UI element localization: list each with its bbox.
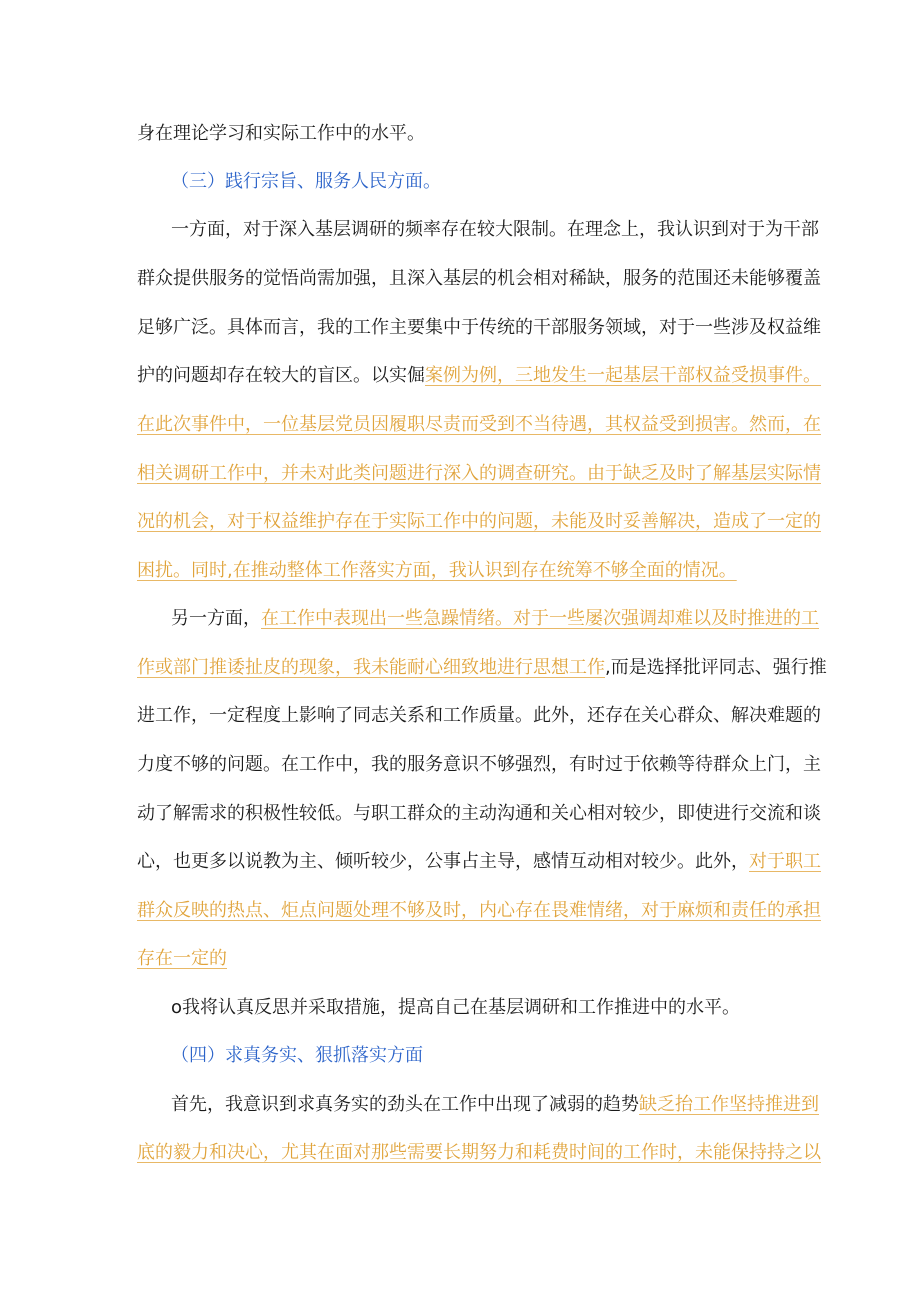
heading-text: （三）践行宗旨、服务人民方面。 xyxy=(171,171,441,192)
paragraph-line xyxy=(137,408,821,442)
highlighted-text: 案例为例，三地发生一起基层干部权益受损事件。 xyxy=(425,365,821,386)
paragraph-line xyxy=(137,262,821,296)
body-text: 另一方面， xyxy=(171,608,261,629)
highlighted-text: 况的机会，对于权益维护存在于实际工作中的问题，未能及时妥善解决，造成了一定的 xyxy=(137,511,821,532)
body-text: 首先，我意识到求真务实的劲头在工作中出现了减弱的趋势 xyxy=(171,1094,639,1115)
paragraph-line xyxy=(137,1136,821,1170)
body-text: 进工作，一定程度上影响了同志关系和工作质量。此外，还存在关心群众、解决难题的 xyxy=(137,705,821,726)
section-heading-3 xyxy=(171,165,787,199)
highlighted-text: 存在一定的 xyxy=(137,948,227,969)
highlighted-text: 对于职工 xyxy=(749,851,821,872)
body-text: 群众提供服务的觉悟尚需加强，且深入基层的机会相对稀缺，服务的范围还未能够覆盖 xyxy=(137,268,821,289)
section-heading-4 xyxy=(171,1039,787,1073)
paragraph-line xyxy=(171,1088,819,1122)
body-text: 力度不够的问题。在工作中，我的服务意识不够强烈，有时过于依赖等待群众上门，主 xyxy=(137,754,821,775)
body-text: 身在理论学习和实际工作中的水平。 xyxy=(137,123,425,144)
paragraph-line xyxy=(137,359,821,393)
body-text: o我将认真反思并采取措施，提高自己在基层调研和工作推进中的水平。 xyxy=(171,997,741,1018)
body-text: 足够广泛。具体而言，我的工作主要集中于传统的干部服务领域，对于一些涉及权益维 xyxy=(137,317,821,338)
paragraph-line xyxy=(137,117,787,151)
paragraph-line xyxy=(171,991,787,1025)
highlighted-text: 底的毅力和决心，尤其在面对那些需要长期努力和耗费时间的工作时，未能保持持之以 xyxy=(137,1142,821,1163)
highlighted-text: 相关调研工作中，并未对此类问题进行深入的调查研究。由于缺乏及时了解基层实际情 xyxy=(137,463,821,484)
paragraph-line xyxy=(137,797,821,831)
paragraph-line xyxy=(137,845,821,879)
paragraph-line xyxy=(137,748,821,782)
body-text: 心，也更多以说教为主、倾听较少，公事占主导，感情互动相对较少。此外， xyxy=(137,851,749,872)
highlighted-text: 在工作中表现出一些急躁情绪。对于一些屡次强调却难以及时推进的工 xyxy=(261,608,819,629)
heading-text: （四）求真务实、狠抓落实方面 xyxy=(171,1045,423,1066)
paragraph-line xyxy=(171,602,819,636)
paragraph-line xyxy=(137,894,821,928)
highlighted-text: 困扰。同时,在推动整体工作落实方面，我认识到存在统筹不够全面的情况。 xyxy=(137,560,737,581)
paragraph-line xyxy=(137,505,821,539)
highlighted-text: 作或部门推诿扯皮的现象，我未能耐心细致地进行思想工作 xyxy=(137,657,605,678)
paragraph-line xyxy=(137,699,821,733)
paragraph-line xyxy=(137,942,787,976)
paragraph-line xyxy=(171,213,819,247)
body-text: 动了解需求的积极性较低。与职工群众的主动沟通和关心相对较少，即使进行交流和谈 xyxy=(137,803,821,824)
paragraph-line xyxy=(137,554,787,588)
paragraph-line xyxy=(137,651,827,685)
highlighted-text: 缺乏抬工作坚持推进到 xyxy=(639,1094,819,1115)
body-text: ,而是选择批评同志、强行推 xyxy=(605,657,827,678)
highlighted-text: 在此次事件中，一位基层党员因履职尽责而受到不当待遇，其权益受到损害。然而，在 xyxy=(137,414,821,435)
paragraph-line xyxy=(137,311,821,345)
highlighted-text: 群众反映的热点、炬点问题处理不够及时，内心存在畏难情绪，对于麻烦和责任的承担 xyxy=(137,900,821,921)
body-text: 一方面，对于深入基层调研的频率存在较大限制。在理念上，我认识到对于为干部 xyxy=(171,219,819,240)
paragraph-line xyxy=(137,457,821,491)
body-text: 护的问题却存在较大的盲区。以实倔 xyxy=(137,365,425,386)
